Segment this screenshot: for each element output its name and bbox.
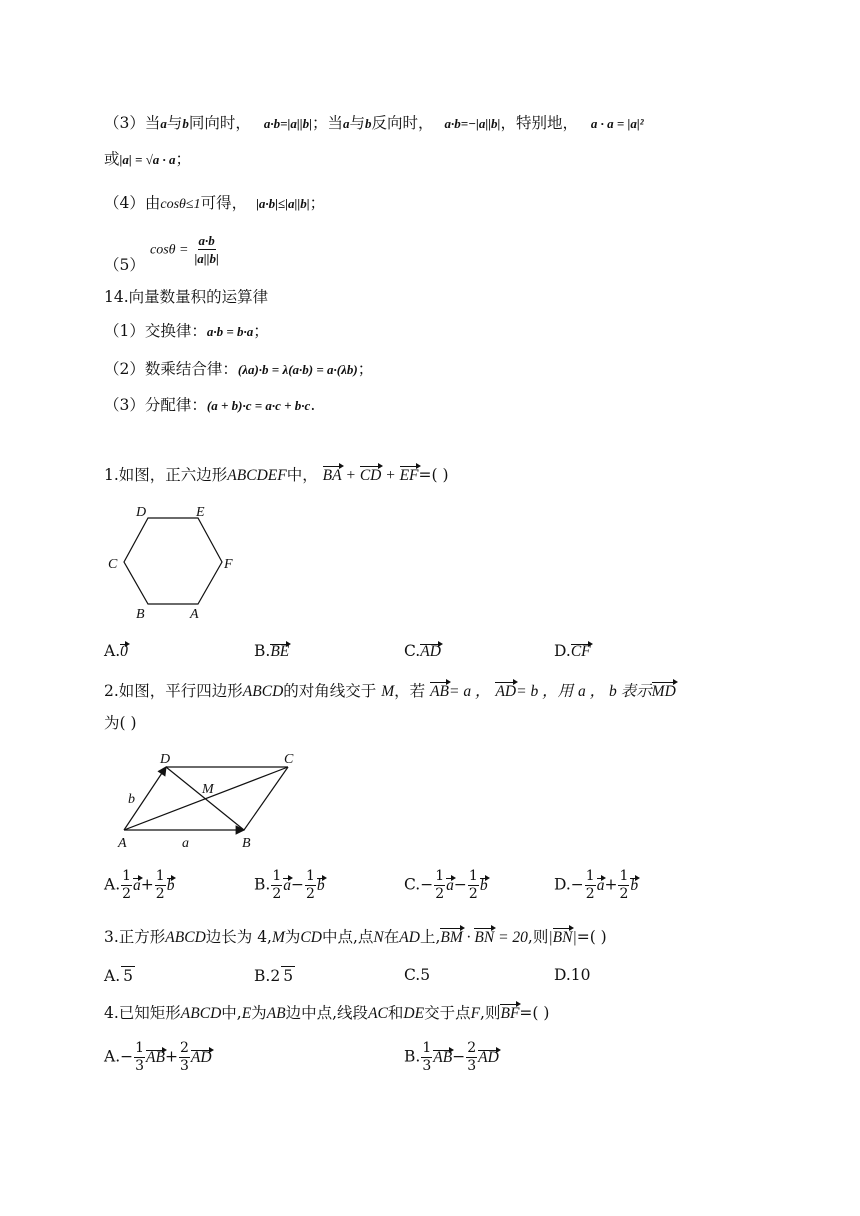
question-2-stem-cont: 为( ): [104, 714, 137, 732]
hex-label-b: B: [136, 607, 145, 620]
law-commutative: （1）交换律：a·b = b·a；: [104, 322, 269, 340]
note-item-4: （4）由cosθ≤1可得， |a·b|≤|a||b|；: [104, 194, 326, 212]
q4-option-b[interactable]: B. $\frac{1}{3}$ AB− $\frac{2}{3}$ AD: [404, 1040, 499, 1074]
q2-option-a[interactable]: A. $\frac{1}{2}$ a+ $\frac{1}{2}$ b: [104, 868, 175, 902]
para-label-c: C: [284, 752, 294, 767]
q2-option-c[interactable]: C.− $\frac{1}{2}$ a− $\frac{1}{2}$ b: [404, 868, 488, 902]
question-3-stem: 3.正方形ABCD边长为 4,M为CD中点,点N在AD上,BM · BN = 20,则|BN|=( ): [104, 926, 607, 949]
q2-option-d[interactable]: D.− $\frac{1}{2}$ a+ $\frac{1}{2}$ b: [554, 868, 639, 902]
q1-option-b[interactable]: B.BE: [254, 642, 290, 660]
q1-option-a[interactable]: A.0: [104, 642, 128, 660]
para-label-b-vertex: B: [242, 836, 251, 851]
q3-option-b[interactable]: B.2 5: [254, 967, 294, 985]
hex-label-d: D: [136, 505, 147, 520]
q3-option-d[interactable]: D.10: [554, 966, 591, 984]
hexagon-figure: [104, 500, 244, 620]
para-label-b: b: [128, 792, 135, 807]
note-item-3-cont: 或|a| = √a · a；: [104, 150, 192, 168]
question-1-stem: 1.如图，正六边形ABCDEF中， BA + CD + EF=( ): [104, 464, 449, 487]
q4-option-a[interactable]: A.− $\frac{1}{3}$ AB+ $\frac{2}{3}$ AD: [104, 1040, 212, 1074]
q3-option-a[interactable]: A. 5: [104, 967, 133, 985]
q3-option-c[interactable]: C.5: [404, 966, 431, 984]
question-2-stem: 2.如图，平行四边形ABCD的对角线交于 M，若 AB= a ， AD= b ，用 a ， b 表示MD: [104, 680, 676, 703]
parallelogram-figure: [104, 745, 304, 855]
hex-label-f: F: [224, 557, 233, 572]
q1-option-d[interactable]: D.CF: [554, 642, 591, 660]
section-14-title: 14.向量数量积的运算律: [104, 288, 269, 306]
law-distributive: （3）分配律：(a + b)·c = a·c + b·c.: [104, 396, 316, 414]
para-label-a-vec: a: [182, 836, 189, 851]
para-label-a-vertex: A: [118, 836, 127, 851]
para-label-m: M: [202, 782, 214, 797]
question-4-stem: 4.已知矩形ABCD中,E为AB边中点,线段AC和DE交于点F,则BF=( ): [104, 1002, 549, 1025]
note-item-3: （3）当a与b同向时， a·b=|a||b|；当a与b反向时， a·b=−|a||b|，特别地， a · a = |a|²: [104, 114, 644, 132]
q2-option-b[interactable]: B. $\frac{1}{2}$ a− $\frac{1}{2}$ b: [254, 868, 325, 902]
hex-label-c: C: [108, 557, 118, 572]
q1-option-c[interactable]: C.AD: [404, 642, 441, 660]
hex-label-a: A: [190, 607, 199, 620]
hex-label-e: E: [196, 505, 205, 520]
law-associative: （2）数乘结合律：(λa)·b = λ(a·b) = a·(λb)；: [104, 360, 374, 378]
para-label-d: D: [160, 752, 171, 767]
